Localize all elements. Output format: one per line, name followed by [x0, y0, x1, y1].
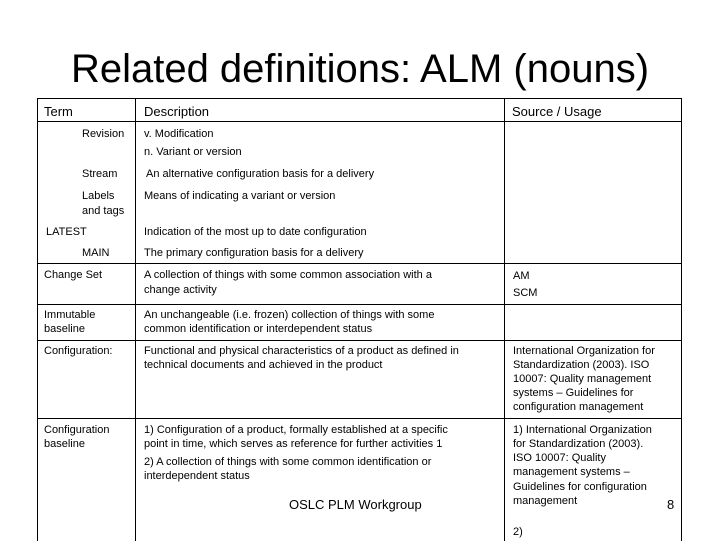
term-cell: baseline [44, 438, 85, 450]
row-divider [38, 304, 681, 305]
term-cell: Immutable [44, 309, 96, 321]
source-cell: management systems – [513, 466, 630, 478]
page-number: 8 [667, 497, 675, 512]
source-cell: AM [513, 270, 530, 282]
definitions-table [37, 98, 682, 541]
description-cell: interdependent status [144, 470, 250, 482]
header-source: Source / Usage [512, 104, 602, 119]
term-cell: baseline [44, 323, 85, 335]
row-divider [38, 121, 681, 122]
term-cell: Labels [82, 190, 115, 202]
row-divider [38, 263, 681, 264]
source-cell: for Standardization (2003). [513, 438, 644, 450]
source-cell: systems – Guidelines for [513, 387, 634, 399]
term-cell: Revision [82, 128, 125, 140]
description-cell: v. Modification [144, 128, 214, 140]
source-cell: Guidelines for configuration [513, 481, 647, 493]
term-cell: LATEST [46, 226, 87, 238]
source-cell: SCM [513, 287, 538, 299]
source-cell: Standardization (2003). ISO [513, 359, 650, 371]
slide-title: Related definitions: ALM (nouns) [70, 47, 650, 91]
description-cell: 1) Configuration of a product, formally established at a specific [144, 424, 448, 436]
term-cell: Stream [82, 168, 118, 180]
source-cell: configuration management [513, 401, 644, 413]
description-cell: n. Variant or version [144, 146, 242, 158]
term-cell: and tags [82, 205, 125, 217]
source-cell: 1) International Organization [513, 424, 652, 436]
footer-text: OSLC PLM Workgroup [289, 497, 422, 512]
source-cell: International Organization for [513, 345, 655, 357]
description-cell: Functional and physical characteristics of a product as defined in [144, 345, 459, 357]
column-divider [135, 99, 136, 541]
term-cell: Change Set [44, 269, 103, 281]
source-cell: management [513, 495, 578, 507]
header-description: Description [144, 104, 210, 119]
row-divider [38, 418, 681, 419]
source-cell: 10007: Quality management [513, 373, 652, 385]
description-cell: point in time, which serves as reference for further activities 1 [144, 438, 443, 450]
source-cell: ISO 10007: Quality [513, 452, 606, 464]
term-cell: MAIN [82, 247, 110, 259]
description-cell: change activity [144, 284, 217, 296]
header-term: Term [44, 104, 73, 119]
term-cell: Configuration: [44, 345, 113, 357]
description-cell: A collection of things with some common association with a [144, 269, 432, 281]
description-cell: technical documents and achieved in the product [144, 359, 383, 371]
description-cell: common identification or interdependent status [144, 323, 373, 335]
description-cell: The primary configuration basis for a delivery [144, 247, 364, 259]
description-cell: 2) A collection of things with some common identification or [144, 456, 432, 468]
source-cell: 2) [513, 526, 523, 538]
term-cell: Configuration [44, 424, 110, 436]
column-divider [504, 99, 505, 541]
description-cell: Means of indicating a variant or version [144, 190, 336, 202]
row-divider [38, 340, 681, 341]
description-cell: An unchangeable (i.e. frozen) collection of things with some [144, 309, 435, 321]
description-cell: Indication of the most up to date configuration [144, 226, 367, 238]
description-cell: An alternative configuration basis for a delivery [146, 168, 375, 180]
